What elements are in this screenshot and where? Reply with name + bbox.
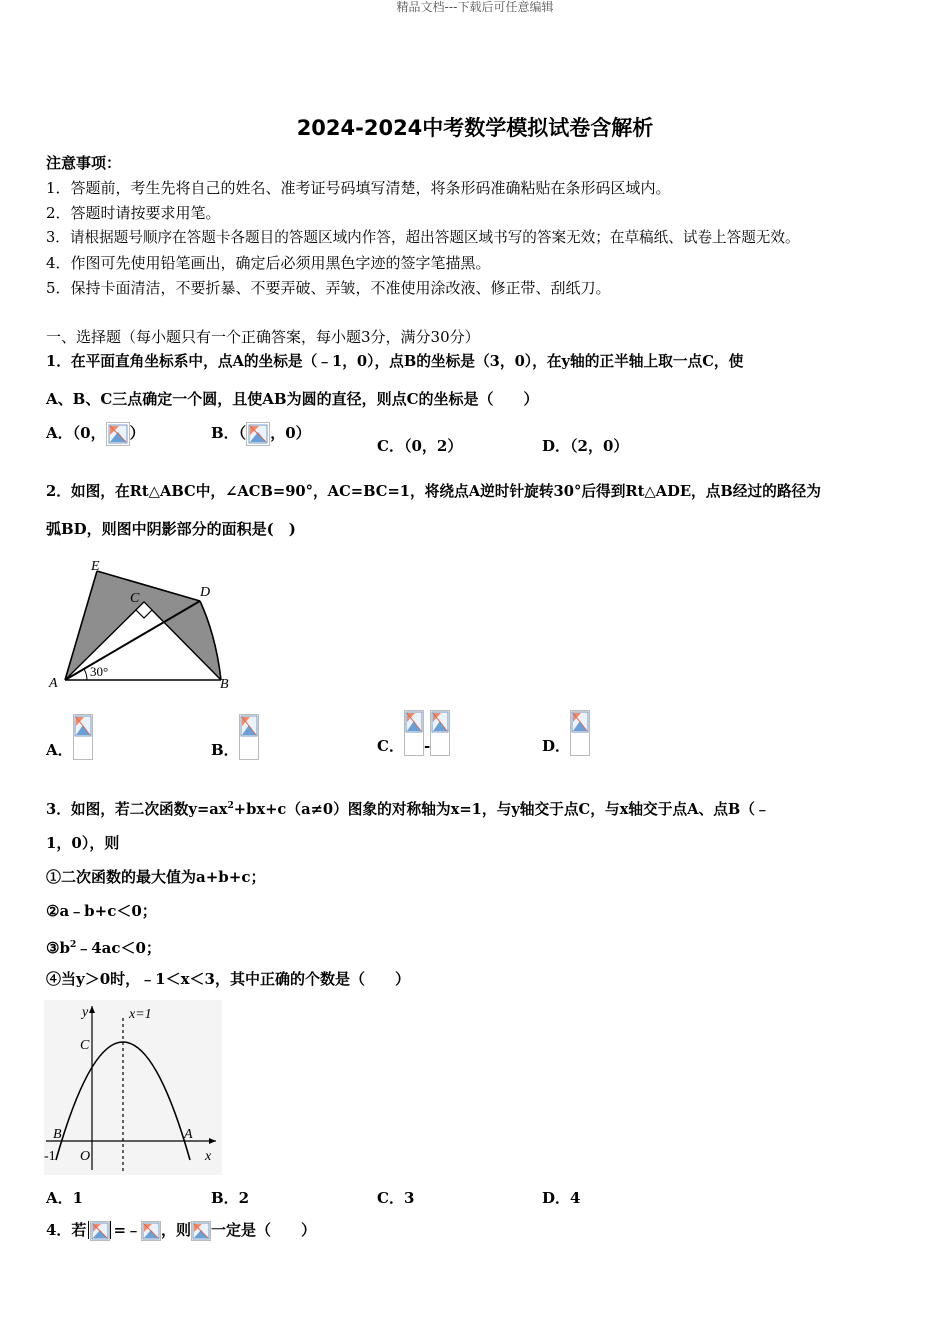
image-placeholder-icon	[246, 422, 270, 446]
q2-option-c-label: C．	[377, 737, 404, 755]
q2-option-b	[211, 714, 259, 760]
q2-option-b-label: B．	[211, 741, 239, 759]
q2-label-b: B	[220, 677, 229, 692]
q3-stem-part: 3．如图，若二次函数y=ax	[46, 800, 228, 818]
q3-stem-part: +bx+c（a≠0）图象的对称轴为x=1，与y轴交于点C，与x轴交于点A、点B（﹣	[233, 800, 770, 818]
q1-option-b	[211, 422, 311, 446]
q4-stem-part: ，则	[161, 1221, 192, 1239]
q2-option-d-label: D．	[542, 737, 571, 755]
image-placeholder-icon	[90, 1221, 110, 1241]
q3-option-a: A．1	[46, 1189, 84, 1207]
q4-stem-part: 4．若	[46, 1221, 87, 1239]
page-header: 精品文档---下载后可任意编辑	[396, 0, 554, 14]
q1-option-a-post: ）	[129, 424, 145, 442]
image-placeholder-icon	[106, 422, 130, 446]
q3-stem-line1	[46, 795, 770, 821]
notice-item: 2．答题时请按要求用笔。	[46, 204, 221, 222]
q3-label-b: B	[53, 1127, 62, 1142]
q3-label-y: y	[82, 1005, 89, 1020]
q2-angle-label: 30°	[90, 664, 109, 679]
minus-sign: -	[423, 737, 431, 755]
q1-option-a	[46, 422, 145, 446]
image-placeholder-icon	[141, 1221, 161, 1241]
q2-option-a-label: A．	[46, 741, 73, 759]
image-placeholder-icon	[570, 710, 590, 756]
superscript: 2	[69, 940, 77, 950]
q2-label-d: D	[200, 585, 211, 600]
q1-option-a-pre: A．（0，	[46, 424, 106, 442]
q3-label-c: C	[80, 1038, 90, 1053]
q3-statement-2: ②a﹣b+c＜0；	[46, 902, 157, 920]
q3-statement-3	[46, 934, 161, 959]
notice-item: 1．答题前，考生先将自己的姓名、准考证号码填写清楚，将条形码准确粘贴在条形码区域内。	[46, 179, 671, 197]
q1-stem-line1: 1．在平面直角坐标系中，点A的坐标是（﹣1，0），点B的坐标是（3，0），在y轴的正半轴上取一点C，使	[46, 353, 744, 370]
q2-option-a	[46, 714, 93, 760]
q3-option-d: D．4	[542, 1189, 581, 1207]
q3-option-b: B．2	[211, 1189, 250, 1207]
q3-label-x: x	[205, 1149, 212, 1164]
q2-label-a: A	[49, 676, 58, 691]
q2-stem-line1: 2．如图，在Rt△ABC中，∠ACB=90°，AC=BC=1，将绕点A逆时针旋转30°后得到Rt△ADE，点B经过的路径为	[46, 483, 821, 500]
q2-stem-line2: 弧BD，则图中阴影部分的面积是( )	[46, 520, 296, 538]
q1-stem-line2: A、B、C三点确定一个圆，且使AB为圆的直径，则点C的坐标是（ ）	[46, 390, 539, 408]
q1-option-c: C．（0，2）	[377, 437, 463, 455]
q4-stem	[46, 1219, 316, 1241]
q3-statement-part: ﹣4ac＜0；	[76, 939, 161, 957]
q3-label-a: A	[184, 1127, 193, 1142]
q4-stem-part: =﹣	[113, 1221, 142, 1239]
q3-label-x1: x=1	[129, 1007, 152, 1022]
notice-item: 5．保持卡面清洁，不要折暴、不要弄破、弄皱，不准使用涂改液、修正带、刮纸刀。	[46, 279, 611, 297]
image-placeholder-icon	[430, 710, 450, 756]
q3-statement-4: ④当y＞0时，﹣1＜x＜3，其中正确的个数是（ ）	[46, 970, 410, 988]
q1-option-d: D．（2，0）	[542, 437, 629, 455]
q3-option-c: C．3	[377, 1189, 415, 1207]
q3-statement-1: ①二次函数的最大值为a+b+c；	[46, 868, 266, 886]
q2-label-c: C	[130, 591, 140, 606]
q1-option-b-post: ，0）	[270, 424, 311, 442]
notice-item: 3．请根据题号顺序在答题卡各题目的答题区域内作答，超出答题区域书写的答案无效；在草稿纸、试卷上答题无效。	[46, 229, 800, 246]
q4-stem-part: 一定是（ ）	[211, 1221, 317, 1239]
notice-item: 4．作图可先使用铅笔画出，确定后必须用黑色字迹的签字笔描黑。	[46, 254, 491, 272]
q2-option-d	[542, 710, 590, 756]
page-title: 2024-2024中考数学模拟试卷含解析	[296, 116, 654, 140]
image-placeholder-icon	[239, 714, 259, 760]
q3-statement-part: ③b	[46, 939, 70, 957]
q3-figure	[44, 1000, 222, 1175]
q2-figure	[44, 550, 244, 695]
q3-label-minus-one: -1	[44, 1149, 56, 1164]
q2-option-c	[377, 710, 450, 756]
q3-stem-line2: 1，0），则	[46, 834, 120, 852]
q3-label-origin: O	[80, 1149, 91, 1164]
q1-option-b-pre: B．（	[211, 424, 247, 442]
superscript: 2	[227, 801, 234, 811]
section-heading: 一、选择题（每小题只有一个正确答案，每小题3分，满分30分）	[46, 328, 480, 346]
image-placeholder-icon	[404, 710, 424, 756]
q2-label-e: E	[91, 559, 100, 574]
image-placeholder-icon	[73, 714, 93, 760]
image-placeholder-icon	[191, 1221, 211, 1241]
notice-heading: 注意事项：	[46, 154, 122, 172]
